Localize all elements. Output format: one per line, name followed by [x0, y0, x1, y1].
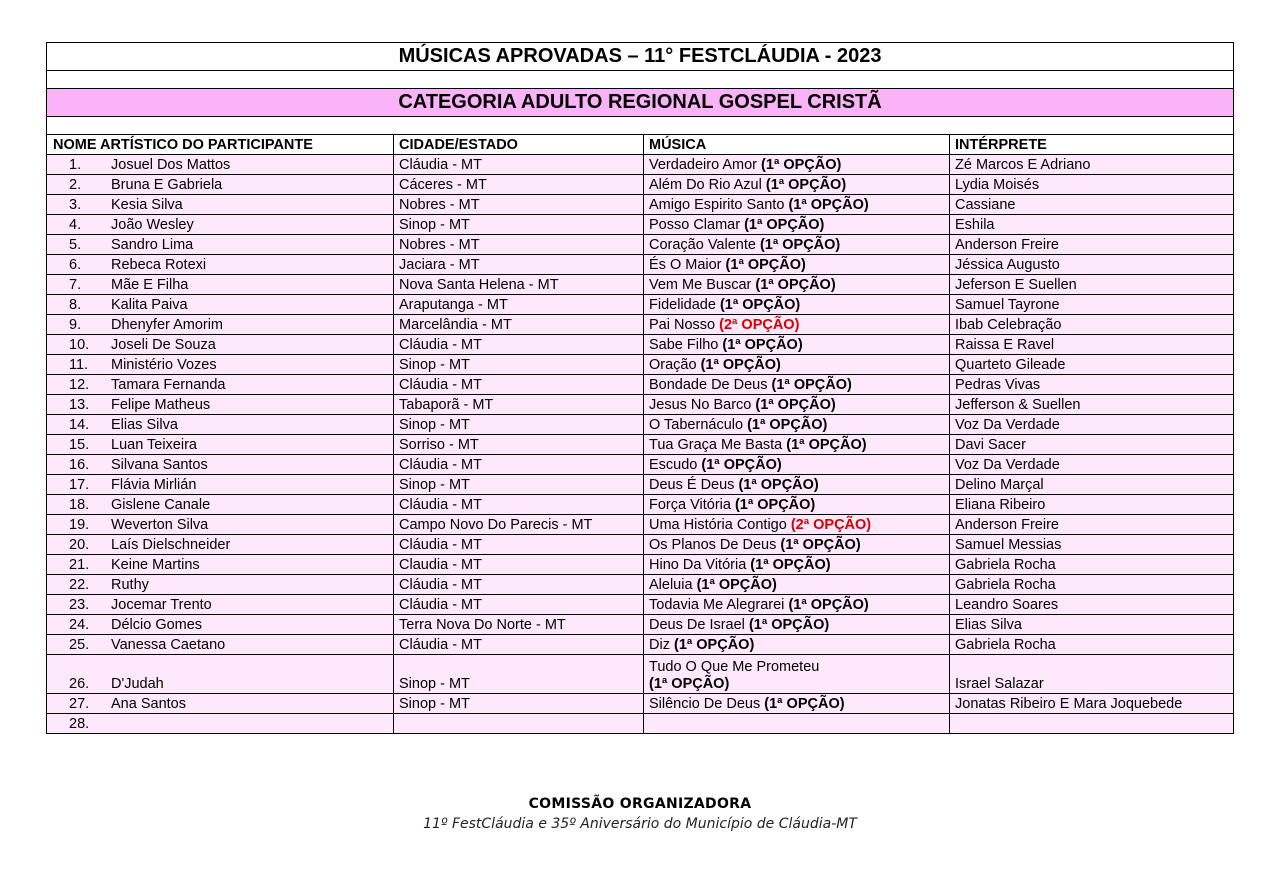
participant-cell — [47, 275, 394, 295]
participant-cell — [47, 295, 394, 315]
column-header-song: MÚSICA — [644, 135, 950, 155]
participant-cell — [47, 694, 394, 714]
song-cell — [644, 575, 950, 595]
performer-cell: Davi Sacer — [950, 435, 1234, 455]
song-option: (1ª OPÇÃO) — [761, 157, 842, 173]
participant-cell — [47, 375, 394, 395]
song-title: Verdadeiro Amor — [649, 157, 758, 173]
row-number: 26. — [69, 676, 90, 692]
participant-cell — [47, 714, 394, 734]
table-row — [47, 535, 1234, 555]
participant-cell — [47, 535, 394, 555]
performer-cell: Voz Da Verdade — [950, 415, 1234, 435]
participant-name: D'Judah — [111, 676, 164, 692]
participant-cell — [47, 615, 394, 635]
row-number: 5. — [69, 237, 82, 253]
city-cell: Cláudia - MT — [394, 575, 644, 595]
row-number: 10. — [69, 337, 90, 353]
row-number: 27. — [69, 696, 90, 712]
song-cell — [644, 395, 950, 415]
spacer-row — [47, 71, 1234, 89]
participant-cell — [47, 515, 394, 535]
participant-name: Mãe E Filha — [111, 277, 189, 293]
performer-cell: Jéssica Augusto — [950, 255, 1234, 275]
song-title: Sabe Filho — [649, 337, 719, 353]
song-title: Força Vitória — [649, 497, 731, 513]
table-row — [47, 475, 1234, 495]
participant-name: Kesia Silva — [111, 197, 183, 213]
city-cell: Jaciara - MT — [394, 255, 644, 275]
table-row — [47, 275, 1234, 295]
table-row — [47, 315, 1234, 335]
performer-cell: Ibab Celebração — [950, 315, 1234, 335]
participant-cell — [47, 455, 394, 475]
song-cell — [644, 175, 950, 195]
participant-cell — [47, 155, 394, 175]
city-cell: Nobres - MT — [394, 235, 644, 255]
performer-cell: Jeferson E Suellen — [950, 275, 1234, 295]
song-title: Coração Valente — [649, 237, 756, 253]
spacer-cell — [47, 117, 1234, 135]
performer-cell: Elias Silva — [950, 615, 1234, 635]
footer-organization: COMISSÃO ORGANIZADORA — [528, 796, 752, 812]
song-title: O Tabernáculo — [649, 417, 744, 433]
approved-songs-table — [46, 42, 1234, 734]
song-title: Vem Me Buscar — [649, 277, 752, 293]
song-title: Além Do Rio Azul — [649, 177, 762, 193]
song-title: Hino Da Vitória — [649, 557, 747, 573]
participant-name: Ana Santos — [111, 696, 186, 712]
category-row — [47, 89, 1234, 117]
song-cell — [644, 255, 950, 275]
song-option: (1ª OPÇÃO) — [673, 637, 755, 653]
table-row — [47, 495, 1234, 515]
participant-cell — [47, 575, 394, 595]
city-cell: Sinop - MT — [394, 694, 644, 714]
song-title: Aleluia — [649, 577, 693, 593]
song-cell — [644, 355, 950, 375]
participant-name: Ministério Vozes — [111, 357, 217, 373]
participant-cell — [47, 655, 394, 694]
performer-cell: Samuel Tayrone — [950, 295, 1234, 315]
city-cell: Cláudia - MT — [394, 535, 644, 555]
participant-name: Jocemar Trento — [111, 597, 212, 613]
column-header-performer: INTÉRPRETE — [950, 135, 1234, 155]
title-row — [47, 43, 1234, 71]
participant-cell — [47, 315, 394, 335]
participant-name: Laís Dielschneider — [111, 537, 231, 553]
city-cell: Cáceres - MT — [394, 175, 644, 195]
participant-cell — [47, 235, 394, 255]
row-number: 18. — [69, 497, 90, 513]
row-number: 13. — [69, 397, 90, 413]
participant-name: Dhenyfer Amorim — [111, 317, 224, 333]
song-option: (1ª OPÇÃO) — [788, 597, 869, 613]
song-cell — [644, 635, 950, 655]
table-row — [47, 355, 1234, 375]
participant-name: Gislene Canale — [111, 497, 211, 513]
song-option: (1ª OPÇÃO) — [759, 237, 841, 253]
participant-name: Luan Teixeira — [111, 437, 197, 453]
song-title: Uma História Contigo — [649, 517, 787, 533]
participant-cell — [47, 635, 394, 655]
song-cell — [644, 694, 950, 714]
song-title: Os Planos De Deus — [649, 537, 777, 553]
song-option: (1ª OPÇÃO) — [701, 457, 782, 473]
performer-cell: Quarteto Gileade — [950, 355, 1234, 375]
participant-name: Flávia Mirlián — [111, 477, 197, 493]
song-cell — [644, 555, 950, 575]
city-cell: Cláudia - MT — [394, 375, 644, 395]
document-title: MÚSICAS APROVADAS – 11° FESTCLÁUDIA - 2023 — [47, 43, 1234, 71]
spacer-row — [47, 117, 1234, 135]
song-cell — [644, 615, 950, 635]
table-row — [47, 195, 1234, 215]
participant-cell — [47, 495, 394, 515]
song-option: (1ª OPÇÃO) — [722, 337, 803, 353]
table-row — [47, 415, 1234, 435]
row-number: 2. — [69, 177, 82, 193]
song-cell — [644, 215, 950, 235]
city-cell: Cláudia - MT — [394, 155, 644, 175]
performer-cell: Eliana Ribeiro — [950, 495, 1234, 515]
participant-cell — [47, 215, 394, 235]
song-option: (1ª OPÇÃO) — [748, 617, 830, 633]
song-title: Fidelidade — [649, 297, 716, 313]
table-row — [47, 255, 1234, 275]
city-cell: Cláudia - MT — [394, 595, 644, 615]
table-row — [47, 215, 1234, 235]
song-option: (1ª OPÇÃO) — [780, 537, 861, 553]
song-title: Todavia Me Alegrarei — [649, 597, 785, 613]
city-cell: Sinop - MT — [394, 655, 644, 694]
song-title: Deus É Deus — [649, 477, 735, 493]
city-cell: Sinop - MT — [394, 475, 644, 495]
song-title: Pai Nosso — [649, 317, 716, 333]
city-cell: Araputanga - MT — [394, 295, 644, 315]
row-number: 25. — [69, 637, 90, 653]
song-cell — [644, 535, 950, 555]
song-cell — [644, 595, 950, 615]
row-number: 22. — [69, 577, 90, 593]
city-cell: Sinop - MT — [394, 415, 644, 435]
participant-name: Délcio Gomes — [111, 617, 203, 633]
song-cell — [644, 515, 950, 535]
row-number: 8. — [69, 297, 82, 313]
city-cell: Cláudia - MT — [394, 455, 644, 475]
row-number: 28. — [69, 716, 90, 732]
row-number: 6. — [69, 257, 82, 273]
song-option: (1ª OPÇÃO) — [719, 297, 801, 313]
song-option: (1ª OPÇÃO) — [786, 437, 867, 453]
performer-cell: Jonatas Ribeiro E Mara Joquebede — [950, 694, 1234, 714]
performer-cell: Anderson Freire — [950, 235, 1234, 255]
performer-cell: Gabriela Rocha — [950, 635, 1234, 655]
song-option: (1ª OPÇÃO) — [747, 417, 828, 433]
city-cell: Nova Santa Helena - MT — [394, 275, 644, 295]
participant-name: João Wesley — [111, 217, 194, 233]
performer-cell: Israel Salazar — [950, 655, 1234, 694]
table-row — [47, 295, 1234, 315]
song-cell — [644, 655, 950, 694]
song-option: (1ª OPÇÃO) — [750, 557, 831, 573]
performer-cell: Gabriela Rocha — [950, 575, 1234, 595]
row-number: 16. — [69, 457, 90, 473]
footer-subtitle: 11º FestCláudia e 35º Aniversário do Município de Cláudia-MT — [423, 816, 857, 832]
song-cell — [644, 495, 950, 515]
row-number: 21. — [69, 557, 90, 573]
song-title: Diz — [649, 637, 670, 653]
song-cell — [644, 435, 950, 455]
city-cell: Marcelândia - MT — [394, 315, 644, 335]
song-title: Silêncio De Deus — [649, 696, 761, 712]
song-option: (1ª OPÇÃO) — [788, 197, 869, 213]
song-option: (1ª OPÇÃO) — [744, 217, 825, 233]
participant-cell — [47, 435, 394, 455]
row-number: 20. — [69, 537, 90, 553]
participant-name: Kalita Paiva — [111, 297, 188, 313]
city-cell: Cláudia - MT — [394, 495, 644, 515]
header-row — [47, 135, 1234, 155]
participant-name: Vanessa Caetano — [111, 637, 226, 653]
participant-cell — [47, 595, 394, 615]
song-cell — [644, 155, 950, 175]
song-option: (1ª OPÇÃO) — [771, 377, 852, 393]
song-title: Bondade De Deus — [649, 377, 768, 393]
table-row — [47, 635, 1234, 655]
row-number: 9. — [69, 317, 82, 333]
song-title: Posso Clamar — [649, 217, 741, 233]
song-option: (1ª OPÇÃO) — [755, 397, 836, 413]
performer-cell: Pedras Vivas — [950, 375, 1234, 395]
table-row — [47, 694, 1234, 714]
table-row — [47, 615, 1234, 635]
table-row — [47, 155, 1234, 175]
participant-name: Keine Martins — [111, 557, 200, 573]
participant-name: Weverton Silva — [111, 517, 209, 533]
performer-cell: Gabriela Rocha — [950, 555, 1234, 575]
song-option: (1ª OPÇÃO) — [696, 577, 777, 593]
performer-cell: Delino Marçal — [950, 475, 1234, 495]
participant-cell — [47, 475, 394, 495]
performer-cell: Voz Da Verdade — [950, 455, 1234, 475]
participant-name: Sandro Lima — [111, 237, 194, 253]
song-title: Deus De Israel — [649, 617, 745, 633]
table-row — [47, 455, 1234, 475]
category-title: CATEGORIA ADULTO REGIONAL GOSPEL CRISTÃ — [47, 89, 1234, 117]
table-row — [47, 375, 1234, 395]
participant-name: Ruthy — [111, 577, 149, 593]
city-cell: Cláudia - MT — [394, 335, 644, 355]
column-header-city: CIDADE/ESTADO — [394, 135, 644, 155]
participant-cell — [47, 415, 394, 435]
song-cell — [644, 235, 950, 255]
song-title: Tudo O Que Me Prometeu — [649, 659, 820, 675]
song-option: (1ª OPÇÃO) — [734, 497, 816, 513]
song-option: (2ª OPÇÃO) — [719, 317, 800, 333]
song-cell — [644, 415, 950, 435]
song-option: (1ª OPÇÃO) — [725, 257, 806, 273]
city-cell: Campo Novo Do Parecis - MT — [394, 515, 644, 535]
participant-name: Joseli De Souza — [111, 337, 216, 353]
participant-name: Silvana Santos — [111, 457, 208, 473]
participant-cell — [47, 355, 394, 375]
song-cell — [644, 195, 950, 215]
table-row — [47, 714, 1234, 734]
city-cell: Cláudia - MT — [394, 635, 644, 655]
city-cell: Sorriso - MT — [394, 435, 644, 455]
city-cell: Claudia - MT — [394, 555, 644, 575]
participant-cell — [47, 335, 394, 355]
city-cell: Sinop - MT — [394, 355, 644, 375]
song-option: (1ª OPÇÃO) — [765, 177, 847, 193]
participant-name: Elias Silva — [111, 417, 178, 433]
participant-cell — [47, 555, 394, 575]
participant-name: Bruna E Gabriela — [111, 177, 223, 193]
song-option: (1ª OPÇÃO) — [700, 357, 781, 373]
row-number: 4. — [69, 217, 82, 233]
table-row — [47, 595, 1234, 615]
city-cell: Tabaporã - MT — [394, 395, 644, 415]
table-row — [47, 655, 1234, 694]
row-number: 3. — [69, 197, 82, 213]
performer-cell: Zé Marcos E Adriano — [950, 155, 1234, 175]
participant-cell — [47, 195, 394, 215]
song-title: Jesus No Barco — [649, 397, 752, 413]
song-option: (1ª OPÇÃO) — [755, 277, 836, 293]
row-number: 24. — [69, 617, 90, 633]
table-row — [47, 335, 1234, 355]
performer-cell: Jefferson & Suellen — [950, 395, 1234, 415]
participant-name: Rebeca Rotexi — [111, 257, 207, 273]
song-title: Tua Graça Me Basta — [649, 437, 783, 453]
performer-cell: Anderson Freire — [950, 515, 1234, 535]
participant-cell — [47, 255, 394, 275]
performer-cell: Raissa E Ravel — [950, 335, 1234, 355]
footer — [0, 796, 1280, 832]
participant-name: Felipe Matheus — [111, 397, 211, 413]
row-number: 12. — [69, 377, 90, 393]
participant-name: Josuel Dos Mattos — [111, 157, 231, 173]
performer-cell: Cassiane — [950, 195, 1234, 215]
row-number: 7. — [69, 277, 82, 293]
performer-cell: Samuel Messias — [950, 535, 1234, 555]
song-cell — [644, 295, 950, 315]
song-option: (2ª OPÇÃO) — [790, 517, 872, 533]
spacer-cell — [47, 71, 1234, 89]
city-cell — [394, 714, 644, 734]
performer-cell: Leandro Soares — [950, 595, 1234, 615]
row-number: 14. — [69, 417, 90, 433]
table-row — [47, 435, 1234, 455]
song-title: Escudo — [649, 457, 698, 473]
row-number: 17. — [69, 477, 90, 493]
city-cell: Nobres - MT — [394, 195, 644, 215]
song-cell — [644, 475, 950, 495]
row-number: 15. — [69, 437, 90, 453]
song-option: (1ª OPÇÃO) — [764, 696, 845, 712]
song-title: Oração — [649, 357, 697, 373]
table-row — [47, 555, 1234, 575]
table-row — [47, 575, 1234, 595]
row-number: 11. — [69, 357, 89, 373]
column-header-name: NOME ARTÍSTICO DO PARTICIPANTE — [47, 135, 394, 155]
table-row — [47, 175, 1234, 195]
song-cell — [644, 455, 950, 475]
table-row — [47, 235, 1234, 255]
table-row — [47, 395, 1234, 415]
song-title: Amigo Espirito Santo — [649, 197, 785, 213]
city-cell: Sinop - MT — [394, 215, 644, 235]
performer-cell — [950, 714, 1234, 734]
table-row — [47, 515, 1234, 535]
table-body — [47, 43, 1234, 734]
song-cell — [644, 335, 950, 355]
performer-cell: Eshila — [950, 215, 1234, 235]
participant-cell — [47, 395, 394, 415]
performer-cell: Lydia Moisés — [950, 175, 1234, 195]
participant-name: Tamara Fernanda — [111, 377, 226, 393]
song-cell — [644, 315, 950, 335]
row-number: 23. — [69, 597, 90, 613]
city-cell: Terra Nova Do Norte - MT — [394, 615, 644, 635]
participant-cell — [47, 175, 394, 195]
song-cell — [644, 714, 950, 734]
song-title: És O Maior — [649, 257, 722, 273]
song-cell — [644, 375, 950, 395]
row-number: 1. — [69, 157, 82, 173]
song-cell — [644, 275, 950, 295]
song-option: (1ª OPÇÃO) — [649, 676, 730, 692]
song-option: (1ª OPÇÃO) — [738, 477, 819, 493]
row-number: 19. — [69, 517, 90, 533]
